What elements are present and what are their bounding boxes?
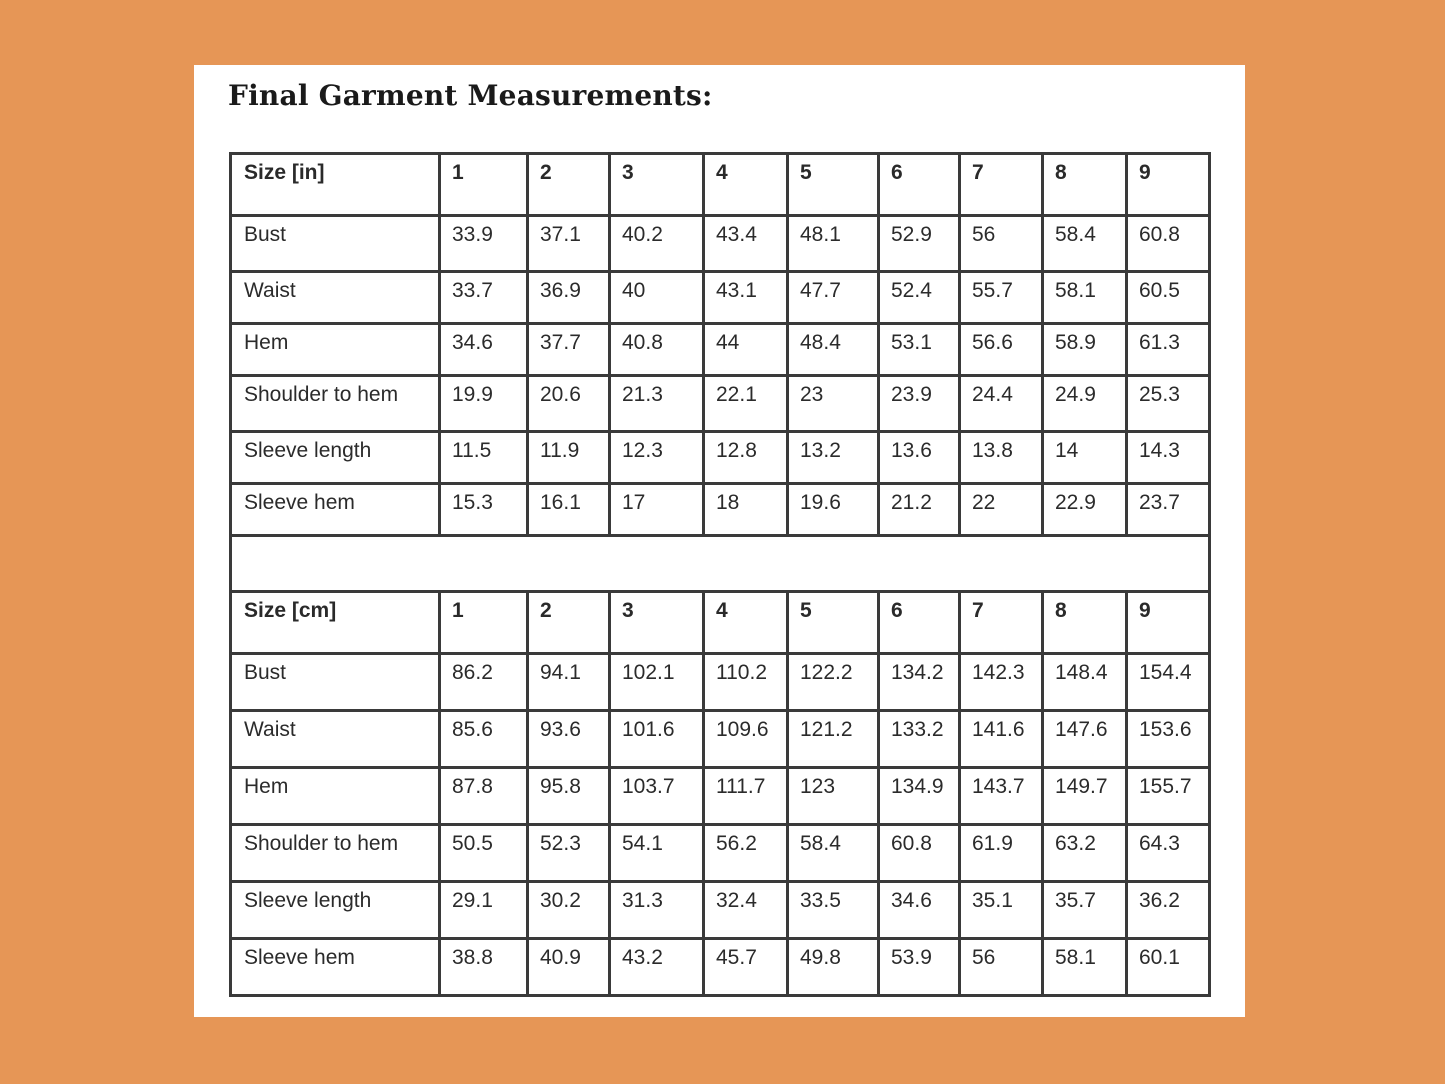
row-label: Bust xyxy=(231,216,440,272)
table-cell: 11.5 xyxy=(440,432,528,484)
table-cell: 56.2 xyxy=(704,825,788,882)
table-cell: 40 xyxy=(610,272,704,324)
row-label: Shoulder to hem xyxy=(231,376,440,432)
header-size-in: Size [in] xyxy=(231,154,440,216)
table-cell: 58.4 xyxy=(1043,216,1127,272)
row-label: Waist xyxy=(231,711,440,768)
table-cell: 47.7 xyxy=(788,272,879,324)
row-label: Sleeve length xyxy=(231,882,440,939)
table-cell: 33.5 xyxy=(788,882,879,939)
table-cell: 16.1 xyxy=(528,484,610,536)
header-size-4: 4 xyxy=(704,154,788,216)
table-cell: 58.1 xyxy=(1043,939,1127,996)
table-cell: 133.2 xyxy=(879,711,960,768)
table-cell: 86.2 xyxy=(440,654,528,711)
table-cell: 61.3 xyxy=(1127,324,1210,376)
table-cell: 33.9 xyxy=(440,216,528,272)
table-cell: 55.7 xyxy=(960,272,1043,324)
table-cell: 19.6 xyxy=(788,484,879,536)
table-row xyxy=(231,768,1210,825)
table-cell: 60.1 xyxy=(1127,939,1210,996)
table-cell: 13.6 xyxy=(879,432,960,484)
row-label: Hem xyxy=(231,768,440,825)
table-cell: 56 xyxy=(960,939,1043,996)
table-row xyxy=(231,324,1210,376)
table-cell: 48.1 xyxy=(788,216,879,272)
table-cell: 58.4 xyxy=(788,825,879,882)
table-cell: 87.8 xyxy=(440,768,528,825)
header-size-2: 2 xyxy=(528,154,610,216)
table-cell: 48.4 xyxy=(788,324,879,376)
row-label: Sleeve length xyxy=(231,432,440,484)
table-cell: 52.3 xyxy=(528,825,610,882)
table-cell: 56.6 xyxy=(960,324,1043,376)
table-cell: 25.3 xyxy=(1127,376,1210,432)
table-cell: 22.1 xyxy=(704,376,788,432)
table-cell: 153.6 xyxy=(1127,711,1210,768)
header-size-7: 7 xyxy=(960,154,1043,216)
table-header-row-inches xyxy=(231,154,1210,216)
table-cell: 60.8 xyxy=(1127,216,1210,272)
table-row xyxy=(231,484,1210,536)
table-cell: 35.7 xyxy=(1043,882,1127,939)
table-cell: 49.8 xyxy=(788,939,879,996)
table-cell: 60.8 xyxy=(879,825,960,882)
table-cell: 24.4 xyxy=(960,376,1043,432)
table-cell: 36.2 xyxy=(1127,882,1210,939)
table-cell: 34.6 xyxy=(879,882,960,939)
table-row xyxy=(231,711,1210,768)
table-cell: 13.2 xyxy=(788,432,879,484)
table-cell: 12.8 xyxy=(704,432,788,484)
table-cell: 43.1 xyxy=(704,272,788,324)
page-title: Final Garment Measurements: xyxy=(228,79,713,112)
table-cell: 23 xyxy=(788,376,879,432)
table-cell: 37.1 xyxy=(528,216,610,272)
table-cell: 33.7 xyxy=(440,272,528,324)
row-label: Hem xyxy=(231,324,440,376)
row-label: Sleeve hem xyxy=(231,939,440,996)
table-cell: 60.5 xyxy=(1127,272,1210,324)
table-cell: 22.9 xyxy=(1043,484,1127,536)
header-size-1: 1 xyxy=(440,154,528,216)
table-spacer-row xyxy=(231,536,1210,592)
table-cell: 52.9 xyxy=(879,216,960,272)
row-label: Sleeve hem xyxy=(231,484,440,536)
table-cell: 19.9 xyxy=(440,376,528,432)
table-row xyxy=(231,216,1210,272)
table-cell: 142.3 xyxy=(960,654,1043,711)
header-size-3: 3 xyxy=(610,154,704,216)
header-size-7: 7 xyxy=(960,592,1043,654)
measurements-card xyxy=(194,65,1245,1017)
table-cell: 149.7 xyxy=(1043,768,1127,825)
table-cell: 109.6 xyxy=(704,711,788,768)
table-cell: 31.3 xyxy=(610,882,704,939)
table-cell: 36.9 xyxy=(528,272,610,324)
table-cell: 12.3 xyxy=(610,432,704,484)
table-cell: 93.6 xyxy=(528,711,610,768)
table-cell: 22 xyxy=(960,484,1043,536)
row-label: Shoulder to hem xyxy=(231,825,440,882)
table-cell: 35.1 xyxy=(960,882,1043,939)
table-cell: 40.8 xyxy=(610,324,704,376)
table-cell: 15.3 xyxy=(440,484,528,536)
table-cell: 43.2 xyxy=(610,939,704,996)
table-cell: 13.8 xyxy=(960,432,1043,484)
table-cell: 14.3 xyxy=(1127,432,1210,484)
table-row xyxy=(231,882,1210,939)
table-cell: 23.7 xyxy=(1127,484,1210,536)
row-label: Bust xyxy=(231,654,440,711)
header-size-6: 6 xyxy=(879,154,960,216)
table-cell: 121.2 xyxy=(788,711,879,768)
table-cell: 94.1 xyxy=(528,654,610,711)
measurement-table xyxy=(229,152,1211,997)
table-row xyxy=(231,654,1210,711)
table-cell: 44 xyxy=(704,324,788,376)
table-cell: 111.7 xyxy=(704,768,788,825)
table-cell: 61.9 xyxy=(960,825,1043,882)
table-cell: 58.1 xyxy=(1043,272,1127,324)
table-cell: 154.4 xyxy=(1127,654,1210,711)
table-cell: 21.3 xyxy=(610,376,704,432)
table-cell: 134.2 xyxy=(879,654,960,711)
table-cell: 11.9 xyxy=(528,432,610,484)
table-cell: 143.7 xyxy=(960,768,1043,825)
header-size-8: 8 xyxy=(1043,592,1127,654)
table-cell: 155.7 xyxy=(1127,768,1210,825)
table-row xyxy=(231,432,1210,484)
table-cell: 54.1 xyxy=(610,825,704,882)
table-cell: 20.6 xyxy=(528,376,610,432)
table-cell: 34.6 xyxy=(440,324,528,376)
table-cell: 123 xyxy=(788,768,879,825)
table-cell: 40.2 xyxy=(610,216,704,272)
row-label: Waist xyxy=(231,272,440,324)
table-cell: 18 xyxy=(704,484,788,536)
header-size-9: 9 xyxy=(1127,592,1210,654)
header-size-4: 4 xyxy=(704,592,788,654)
header-size-8: 8 xyxy=(1043,154,1127,216)
table-cell: 32.4 xyxy=(704,882,788,939)
table-cell: 14 xyxy=(1043,432,1127,484)
header-size-5: 5 xyxy=(788,592,879,654)
table-cell: 40.9 xyxy=(528,939,610,996)
table-cell: 38.8 xyxy=(440,939,528,996)
table-cell: 110.2 xyxy=(704,654,788,711)
table-cell: 103.7 xyxy=(610,768,704,825)
table-cell: 29.1 xyxy=(440,882,528,939)
table-cell: 148.4 xyxy=(1043,654,1127,711)
table-cell: 58.9 xyxy=(1043,324,1127,376)
table-cell: 37.7 xyxy=(528,324,610,376)
table-cell: 141.6 xyxy=(960,711,1043,768)
table-cell: 147.6 xyxy=(1043,711,1127,768)
table-cell: 21.2 xyxy=(879,484,960,536)
table-cell: 102.1 xyxy=(610,654,704,711)
table-row xyxy=(231,376,1210,432)
table-cell: 134.9 xyxy=(879,768,960,825)
header-size-1: 1 xyxy=(440,592,528,654)
table-cell: 50.5 xyxy=(440,825,528,882)
table-cell: 45.7 xyxy=(704,939,788,996)
table-cell: 52.4 xyxy=(879,272,960,324)
header-size-5: 5 xyxy=(788,154,879,216)
table-cell: 24.9 xyxy=(1043,376,1127,432)
table-row xyxy=(231,825,1210,882)
table-cell: 95.8 xyxy=(528,768,610,825)
table-cell: 63.2 xyxy=(1043,825,1127,882)
table-cell: 23.9 xyxy=(879,376,960,432)
header-size-6: 6 xyxy=(879,592,960,654)
header-size-cm: Size [cm] xyxy=(231,592,440,654)
table-row xyxy=(231,272,1210,324)
header-size-3: 3 xyxy=(610,592,704,654)
table-cell: 85.6 xyxy=(440,711,528,768)
table-cell: 122.2 xyxy=(788,654,879,711)
table-row xyxy=(231,939,1210,996)
table-cell: 43.4 xyxy=(704,216,788,272)
header-size-2: 2 xyxy=(528,592,610,654)
table-cell: 17 xyxy=(610,484,704,536)
header-size-9: 9 xyxy=(1127,154,1210,216)
table-cell: 53.9 xyxy=(879,939,960,996)
table-cell: 101.6 xyxy=(610,711,704,768)
table-cell: 30.2 xyxy=(528,882,610,939)
table-cell: 64.3 xyxy=(1127,825,1210,882)
table-header-row-cm xyxy=(231,592,1210,654)
spacer-cell xyxy=(231,536,1210,592)
table-cell: 56 xyxy=(960,216,1043,272)
table-cell: 53.1 xyxy=(879,324,960,376)
